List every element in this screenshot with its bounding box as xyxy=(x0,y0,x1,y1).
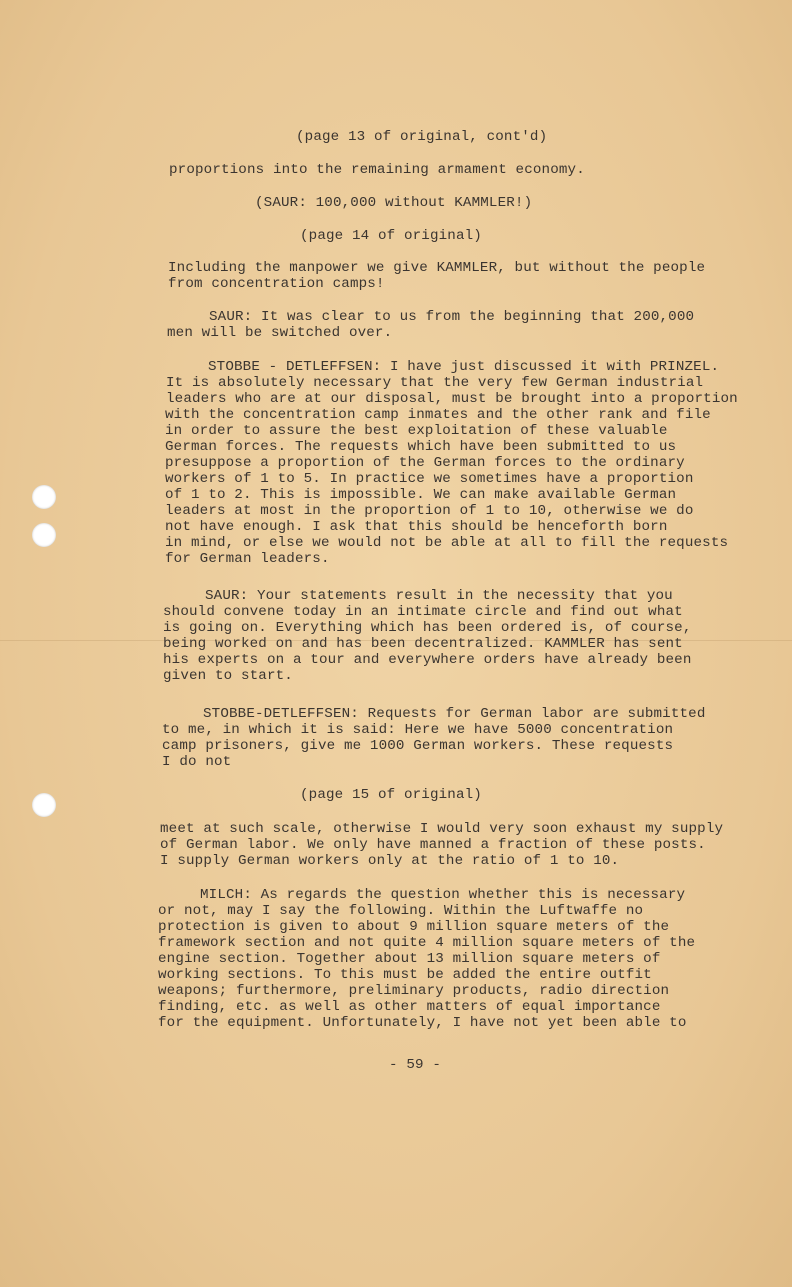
text-line: camp prisoners, give me 1000 German workers. These requests xyxy=(162,738,674,754)
text-line: engine section. Together about 13 million square meters of xyxy=(158,951,661,967)
text-line: or not, may I say the following. Within the Luftwaffe no xyxy=(158,903,644,919)
text-line: (SAUR: 100,000 without KAMMLER!) xyxy=(255,195,533,211)
text-line: MILCH: As regards the question whether this is necessary xyxy=(200,887,686,903)
text-line: leaders at most in the proportion of 1 to 10, otherwise we do xyxy=(165,503,694,519)
text-line: STOBBE - DETLEFFSEN: I have just discussed it with PRINZEL. xyxy=(208,359,720,375)
text-line: is going on. Everything which has been ordered is, of course, xyxy=(163,620,692,636)
text-line: Including the manpower we give KAMMLER, but without the people xyxy=(168,260,706,276)
punch-hole xyxy=(32,523,56,547)
text-line: being worked on and has been decentralized. KAMMLER has sent xyxy=(163,636,683,652)
text-line: in mind, or else we would not be able at all to fill the requests xyxy=(165,535,729,551)
text-line: from concentration camps! xyxy=(168,276,385,292)
text-line: men will be switched over. xyxy=(167,325,393,341)
text-line: his experts on a tour and everywhere orders have already been xyxy=(163,652,692,668)
text-line: I do not xyxy=(162,754,232,770)
text-line: given to start. xyxy=(163,668,293,684)
text-line: presuppose a proportion of the German forces to the ordinary xyxy=(165,455,685,471)
text-line: weapons; furthermore, preliminary products, radio direction xyxy=(158,983,670,999)
page-number: - 59 - xyxy=(389,1057,441,1073)
text-line: workers of 1 to 5. In practice we sometimes have a proportion xyxy=(165,471,694,487)
text-line: for German leaders. xyxy=(165,551,330,567)
text-line: It is absolutely necessary that the very few German industrial xyxy=(166,375,704,391)
text-line: not have enough. I ask that this should be henceforth born xyxy=(165,519,668,535)
text-line: should convene today in an intimate circle and find out what xyxy=(163,604,683,620)
text-line: for the equipment. Unfortunately, I have not yet been able to xyxy=(158,1015,687,1031)
text-line: finding, etc. as well as other matters of equal importance xyxy=(158,999,661,1015)
page-header: (page 15 of original) xyxy=(300,787,482,803)
text-line: in order to assure the best exploitation of these valuable xyxy=(165,423,668,439)
text-line: working sections. To this must be added the entire outfit xyxy=(158,967,652,983)
text-line: STOBBE-DETLEFFSEN: Requests for German labor are submitted xyxy=(203,706,706,722)
text-line: leaders who are at our disposal, must be brought into a proportion xyxy=(166,391,738,407)
text-line: proportions into the remaining armament economy. xyxy=(169,162,585,178)
text-line: with the concentration camp inmates and the other rank and file xyxy=(165,407,711,423)
text-line: framework section and not quite 4 million square meters of the xyxy=(158,935,696,951)
text-line: of 1 to 2. This is impossible. We can make available German xyxy=(165,487,677,503)
text-line: German forces. The requests which have been submitted to us xyxy=(165,439,677,455)
text-line: SAUR: It was clear to us from the beginning that 200,000 xyxy=(209,309,695,325)
text-line: to me, in which it is said: Here we have 5000 concentration xyxy=(162,722,674,738)
text-line: of German labor. We only have manned a fraction of these posts. xyxy=(160,837,706,853)
text-line: meet at such scale, otherwise I would very soon exhaust my supply xyxy=(160,821,724,837)
text-line: protection is given to about 9 million square meters of the xyxy=(158,919,670,935)
text-line: SAUR: Your statements result in the necessity that you xyxy=(205,588,673,604)
punch-hole xyxy=(32,793,56,817)
page-header: (page 13 of original, cont'd) xyxy=(296,129,548,145)
page-header: (page 14 of original) xyxy=(300,228,482,244)
text-line: I supply German workers only at the ratio of 1 to 10. xyxy=(160,853,620,869)
punch-hole xyxy=(32,485,56,509)
